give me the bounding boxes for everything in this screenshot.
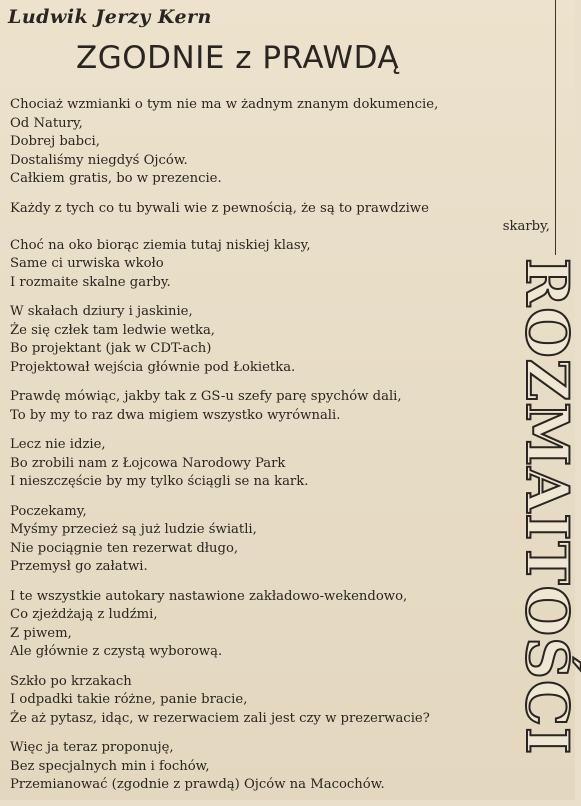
poem-line: Ale głównie z czystą wyborową. [10,644,223,659]
poem-line: Że aż pytasz, idąc, w rezerwaciem zali jest czy w prezerwacie? [10,710,430,726]
poem-line: Bo zrobili nam z Łojcowa Narodowy Park [10,455,286,471]
section-banner [513,258,581,800]
poem-line: Każdy z tych co tu bywali wie z pewnością, że są to prawdziwe [10,200,429,216]
poem-line: Poczekamy, [10,503,87,519]
poem-line: I te wszystkie autokary nastawione zakładowo-wekendowo, [10,588,408,604]
stanza-8 [10,673,550,729]
poem-line: Dostaliśmy niegdyś Ojców. [10,152,188,168]
author-name: Ludwik Jerzy Kern [8,6,212,28]
poem-line: Więc ja teraz proponuję, [10,740,174,755]
poem-line: Lecz nie idzie, [10,437,106,452]
poem-line: Dobrej babci, [10,134,100,149]
stanza-9 [10,739,550,795]
poem-line: Całkiem gratis, bo w prezencie. [10,171,222,186]
poem-line: Bo projektant (jak w CDT-ach) [10,341,212,356]
stanza-4 [10,388,550,425]
column-rule [555,0,556,255]
poem-line: Myśmy przecież są już ludzie światli, [10,522,257,537]
poem-line: Że się człek tam ledwie wetka, [10,322,215,338]
poem-line: Nie pociągnie ten rezerwat długo, [10,540,239,556]
poem-line: Same ci urwiska wkoło [10,256,164,271]
poem-line: W skałach dziury i jaskinie, [10,304,193,319]
stanza-6 [10,503,550,577]
poem-line: Prawdę mówiąc, jakby tak z GS-u szefy parę spychów dali, [10,389,402,404]
poem-line: Bez specjalnych min i fochów, [10,758,210,774]
poem-line: I nieszczęście by my tylko ściągli se na kark. [10,474,309,489]
poem-body [10,96,550,806]
poem-line: I odpadki takie różne, panie bracie, [10,692,248,707]
stanza-1 [10,96,550,189]
section-banner-label: ROZMAITOŚCI [513,258,581,756]
poem-line: Od Natury, [10,115,83,131]
poem-line: Choć na oko biorąc ziemia tutaj niskiej klasy, [10,237,311,253]
poem-line: To by my to raz dwa migiem wszystko wyrównali. [10,407,341,423]
stanza-2 [10,200,550,293]
poem-line: Projektował wejścia głównie pod Łokietka. [10,359,296,375]
poem-line-continuation: skarby, [502,219,550,234]
poem-line: Z piwem, [10,625,72,641]
poem-line: Co zjeżdżają z ludźmi, [10,607,158,622]
poem-line: Przemianować (zgodnie z prawdą) Ojców na Macochów. [10,777,385,792]
poem-line: I rozmaite skalne garby. [10,274,171,290]
poem-line: Przemysł go załatwi. [10,559,148,574]
stanza-3 [10,303,550,377]
stanza-7 [10,588,550,662]
poem-line: Szkło po krzakach [10,673,132,689]
poem-title: ZGODNIE z PRAWDĄ [76,40,400,76]
poem-line: Chociaż wzmianki o tym nie ma w żadnym znanym dokumencie, [10,97,439,112]
stanza-5 [10,436,550,492]
